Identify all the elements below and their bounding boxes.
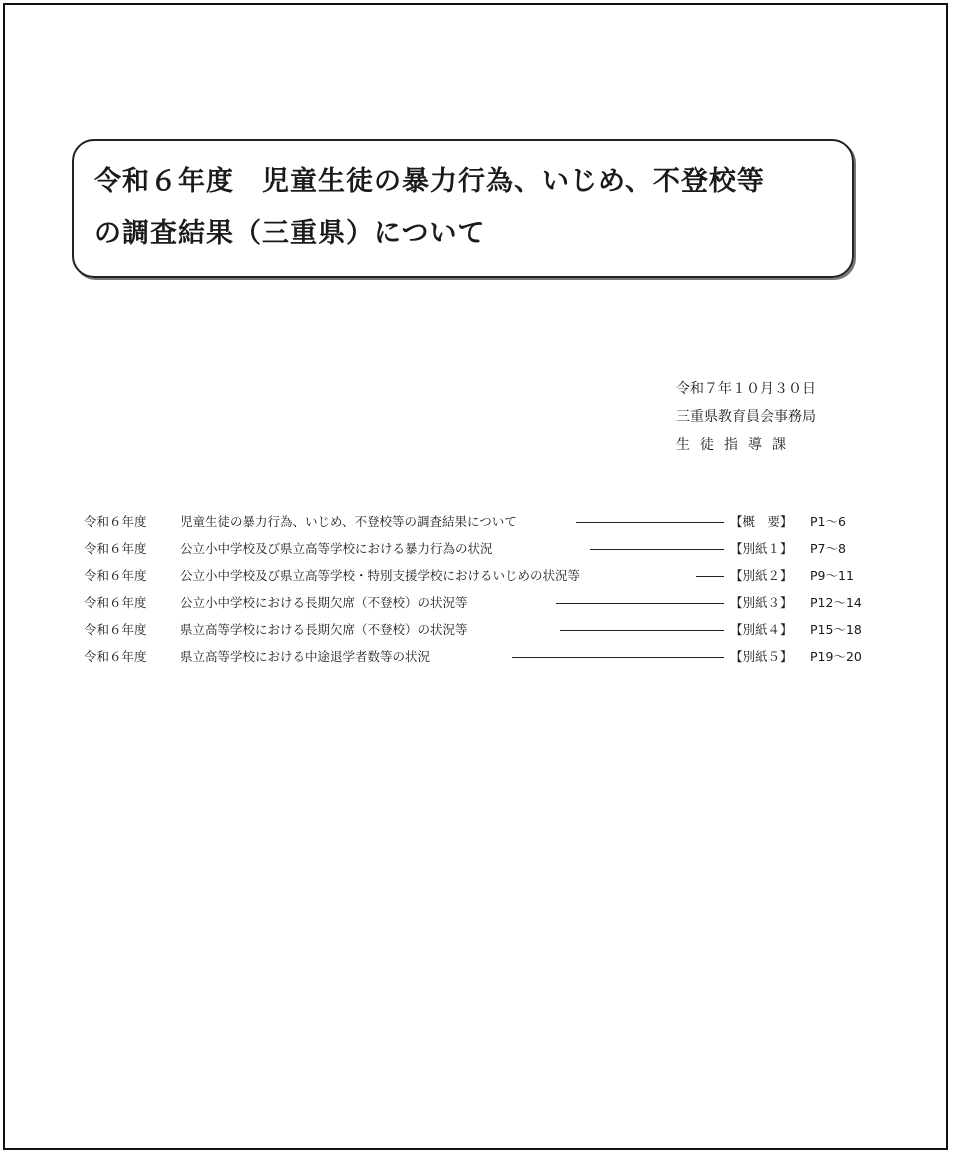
toc-tag: 【概 要】 (730, 514, 793, 529)
toc-subject: 公立小中学校及び県立高等学校・特別支援学校におけるいじめの状況等 (180, 568, 581, 583)
toc-tag: 【別紙５】 (730, 649, 793, 664)
toc-pages: P15～18 (810, 622, 862, 637)
toc-year: 令和６年度 (84, 541, 147, 556)
toc-leader-line (512, 657, 724, 658)
toc-subject: 公立小中学校及び県立高等学校における暴力行為の状況 (180, 541, 493, 556)
toc-row (84, 512, 874, 539)
toc-pages: P9～11 (810, 568, 854, 583)
toc-year: 令和６年度 (84, 514, 147, 529)
toc-pages: P12～14 (810, 595, 862, 610)
toc-year: 令和６年度 (84, 595, 147, 610)
title-box (72, 139, 854, 278)
toc-year: 令和６年度 (84, 568, 147, 583)
issuer-organization: 三重県教育員会事務局 (676, 409, 816, 425)
toc-leader-line (696, 576, 724, 577)
toc-tag: 【別紙４】 (730, 622, 793, 637)
toc-row (84, 539, 874, 566)
toc-row (84, 647, 874, 674)
toc-pages: P7～8 (810, 541, 846, 556)
toc-leader-line (576, 522, 724, 523)
toc-leader-line (556, 603, 724, 604)
issue-date: 令和７年１０月３０日 (676, 381, 816, 397)
toc-subject: 県立高等学校における中途退学者数等の状況 (180, 649, 431, 664)
toc-tag: 【別紙２】 (730, 568, 793, 583)
toc-pages: P1～6 (810, 514, 846, 529)
toc-subject: 公立小中学校における長期欠席（不登校）の状況等 (180, 595, 468, 610)
title-line-2: の調査結果（三重県）について (94, 218, 486, 249)
toc-subject: 児童生徒の暴力行為、いじめ、不登校等の調査結果について (180, 514, 517, 529)
toc-tag: 【別紙１】 (730, 541, 793, 556)
table-of-contents (84, 512, 874, 674)
toc-leader-line (560, 630, 724, 631)
toc-pages: P19～20 (810, 649, 862, 664)
toc-row (84, 566, 874, 593)
toc-leader-line (590, 549, 724, 550)
issuer-department: 生徒指導課 (676, 437, 796, 453)
issuer-block (676, 375, 816, 459)
toc-subject: 県立高等学校における長期欠席（不登校）の状況等 (180, 622, 468, 637)
title-line-1: 令和６年度 児童生徒の暴力行為、いじめ、不登校等 (94, 166, 765, 197)
toc-tag: 【別紙３】 (730, 595, 793, 610)
toc-row (84, 620, 874, 647)
toc-row (84, 593, 874, 620)
toc-year: 令和６年度 (84, 622, 147, 637)
toc-year: 令和６年度 (84, 649, 147, 664)
